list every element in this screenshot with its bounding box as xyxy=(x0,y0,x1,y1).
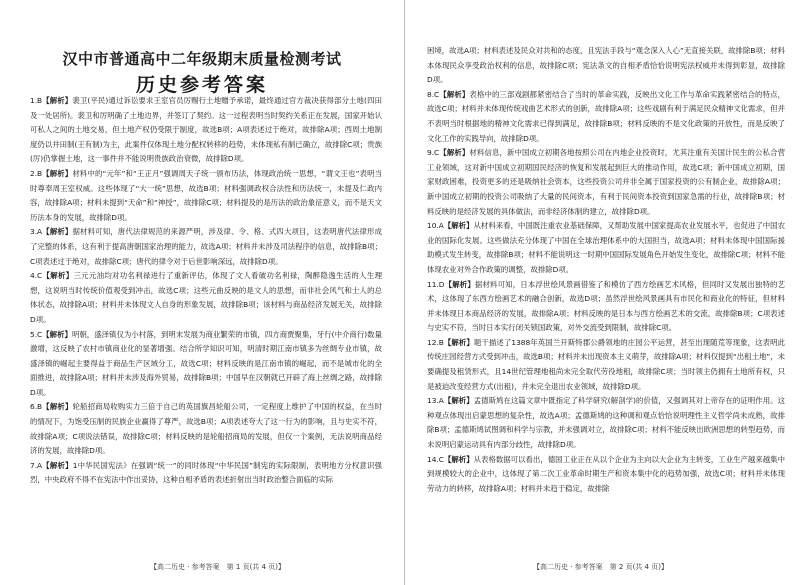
answer-page-2 xyxy=(404,0,800,585)
answer-item xyxy=(30,94,382,167)
question-number: 8.C xyxy=(427,89,440,99)
answer-text: 材料信息，新中国成立初期各地按照公司在内地企业投资时，尤其注重有关国计民生的公私合营工业领域，这对新中国成立初期国民经济的恢复和发展起到巨大的推动作用，故选C项；新中国成立初期，国家财政困难，投资更多的还是吸纳社会资本，这些投资公司并非全属于国家投资的公有制企业，故排除A项；新中国成立初期的投资公司吸纳了大量的民间资本，有利于民间资本投资到国家急需的行业，故排除B项；材料反映的是经济发展的具体做法，而非经济体制的建立，故排除D项。 xyxy=(427,148,785,216)
answer-text: 题干描述了1388年英国兰开斯特郡公爵领地的庄园公平运营，甚至出现随荒等现象，这表明此传统庄园经营方式受到冲击，故选B项；材料并未出现资本主义萌芽，故排除A项；材料仅提到“出租土地”，未要确提及租赁形式，且14世纪管理地租尚未完全取代劳役地租，故排除C项；当时领主仍拥有土地所有权，只是被迫改变经营方式(出租)，并未完全退出农业领域，故排除D项。 xyxy=(427,337,785,391)
answer-item xyxy=(427,278,785,336)
answer-item xyxy=(30,167,382,225)
question-number: 5.C xyxy=(30,329,43,339)
answer-column-right xyxy=(427,44,785,496)
answer-item xyxy=(427,394,785,452)
answer-item xyxy=(30,225,382,269)
question-number: 13.A xyxy=(427,396,444,406)
answer-text: 孟德斯鸠在这篇文章中既指定了科学研究(解剖学)的价值，又强调其对上帝存在的证明作用。这种观点体现出启蒙思想的复杂性，故选A项；孟德斯鸠的这种调和观点恰恰说明理性主义哲学尚未成熟，故排除B项；孟德斯鸠试图调和科学与宗教，并未强调对立，故排除C项；材料不能反映出欧洲思想的转型趋势，而未说明启蒙运动具有内部分歧性，故排除D项。 xyxy=(427,396,785,450)
answer-item xyxy=(427,219,785,277)
answer-item xyxy=(30,328,382,401)
analysis-tag: 【解析】 xyxy=(443,454,474,464)
answer-item xyxy=(427,44,785,88)
analysis-tag: 【解析】 xyxy=(439,89,470,99)
question-number: 14.C xyxy=(427,454,444,464)
analysis-tag: 【解析】 xyxy=(439,148,470,158)
question-number: 11.D xyxy=(427,279,445,289)
answer-text: 1中华民国宪法》在强调“统一”的同时体现“中华民国”制宪的实际限制，表明地方分权意识强烈，中央政府不得不在宪法中作出妥协，这种自相矛盾的表述折射出当时政治整合面临的实际 xyxy=(30,460,382,485)
analysis-tag: 【解析】 xyxy=(42,271,74,281)
answer-item xyxy=(30,400,382,458)
answer-text: 从表格数据可以看出，德国工业正在从以个企业为主向以大企业为主转变，工业生产越来越集中到规模较大的企业中，这体现了第二次工业革命时期生产和资本集中化的趋势加强，故选C项；材料并未体现劳动力的转移，故排除A项；材料并未趋于稳定，故排除 xyxy=(427,454,785,493)
analysis-tag: 【解析】 xyxy=(42,227,73,237)
question-number: 1.B xyxy=(30,96,43,105)
question-number: 12.B xyxy=(427,337,444,347)
answer-column-left xyxy=(30,94,382,488)
analysis-tag: 【解析】 xyxy=(444,279,475,289)
answer-item xyxy=(427,146,785,219)
exam-title: 汉中市普通高中二年级期末质量检测考试 xyxy=(62,50,342,68)
analysis-tag: 【解析】 xyxy=(42,460,73,470)
page-footer-right: 【高二历史 · 参考答案 第 2 页(共 4 页)】 xyxy=(533,563,668,571)
answer-text: 裴卫(平民)通过诉讼要求王室官员厉赐行土地赠予承诺，最终通过官方裁决获得部分土地(四田及一处居所)。裴卫和厉明确了土地边界，并签订了契约。这一过程表明当时契约关系正在发展，国家开始认可私人之间的土地交易，但土地产权仍受限于制度，故选B项；A项表述过于绝对，故排除A项；西周土地制度仍以井田制(王有制)为主，此案件仅体现土地分配权转移的趋势，未体现私有制已确立，故排除C项；贵族(厉)仍掌握土地，这一事件并不能说明贵族政治衰微，故排除D项。 xyxy=(30,96,382,164)
question-number: 3.A xyxy=(30,227,43,237)
answer-text: 困境，故选A项；材料表述及民众对共和的态度，且宪法手段与“观念深入人心”无直接关联，故排除B项；材料本体现民众享受政治权利的信息，故排除C项；宪法条文的自相矛盾恰恰说明宪法权威并未得到彰显，故排除D项。 xyxy=(427,46,785,85)
analysis-tag: 【解析】 xyxy=(42,168,73,178)
answer-item xyxy=(427,336,785,394)
page-footer-left: 【高二历史 · 参考答案 第 1 页(共 4 页)】 xyxy=(150,563,285,571)
answer-text: 表格中的三部戏剧都紧密结合了当时的革命实践，反映出文化工作与革命实践紧密结合的特点，故选C项；材料并未体现传统戏曲艺术形式的创新，故排除A项；这些戏剧有利于满足民众精神文化需求，但并不表明当时根据地的精神文化需求已得到满足，故排除B项；材料反映的不是文化政策的开放性，而是反映了文化工作的实践导向，故排除D项。 xyxy=(427,89,785,143)
answer-item xyxy=(30,269,382,327)
analysis-tag: 【解析】 xyxy=(443,221,474,231)
question-number: 6.B xyxy=(30,402,43,412)
answer-title: 历史参考答案 xyxy=(135,74,268,96)
answer-text: 从材料来看，中国既注重农业基础保障，又帮助发展中国家提高农业发展水平，也促进了中国农业的国际化发展。这些做法充分体现了中国在全球治理体系中的大国担当，故选A项；材料未体现中国国际援助模式发生转变，故排除B项；材料不能说明这一时期中国国际发展角色开始发生变化，故排除C项；材料不能体现农业对外合作政策的调整，故排除D项。 xyxy=(427,221,785,274)
answer-text: 据材料可知，唐代法律规范的来源严明，涉及律、令、格、式四大项目，这表明唐代法律形成了完整的体系，这有利于提高唐朝国家治理的能力，故选A项；材料并未涉及司法程序的信息，故排除B项；C项表述过于绝对，故排除C项；唐代的律令对于后世影响深远，故排除D项。 xyxy=(30,227,382,266)
answer-text: 材料中的“元年”和“王正月”强调周天子统一颁布历法，体现政治统一思想，“谓文王也”表明当时尊奉周王室权威。这些体现了“大一统”思想，故选B项；材料强调政权合法性和历法统一，未提及仁政内容，故排除A项；材料未提到“天命”和“神授”，故排除C项；材料提及的是历法的政治象征意义，而不是天文历法本身的发展，故排除D项。 xyxy=(30,168,382,222)
question-number: 9.C xyxy=(427,148,440,158)
analysis-tag: 【解析】 xyxy=(443,337,474,347)
answer-item xyxy=(427,453,785,497)
analysis-tag: 【解析】 xyxy=(42,402,73,412)
analysis-tag: 【解析】 xyxy=(42,329,72,339)
answer-text: 轮船招商局收购实力三倍于自己的英国旗昌轮船公司，一定程度上维护了中国的权益，在当时的情况下，为饱受压制的民族企业赢得了尊严，故选B项；A项表述夸大了这一行为的影响，且与史实不符，故排除A项；C项说法错误，故排除C项；材料反映的是轮船招商局的发展，但仅一个案例，无法说明商品经济的发展，故排除D项。 xyxy=(30,402,382,456)
question-number: 2.B xyxy=(30,168,43,178)
question-number: 4.C xyxy=(30,271,43,281)
answer-text: 据材料可知，日本浮世绘风景画借鉴了和模仿了西方绘画艺术风格，但同时又发展出独特的艺术，这体现了东西方绘画艺术的融合创新，故选D项；虽然浮世绘风景画具有市民化和商业化的特征，但材料并未体现日本商品经济的发展，故排除A项；材料反映的是日本与西方绘画艺术的交流，故排除B项；C项表述与史实不符，当时日本实行闭关锁国政策，对外交流受到限制，故排除C项。 xyxy=(427,279,785,333)
question-number: 10.A xyxy=(427,221,444,231)
analysis-tag: 【解析】 xyxy=(42,96,73,105)
answer-text: 明朝，盛泽镇仅为小村落，到明末发展为商业繁荣的市镇，四方商贾聚集，牙行(中介商行)数量激增，这反映了农村市镇商业化的显著增强。结合所学知识可知，明清时期江南市镇多为丝绸专业市镇，故盛泽镇的崛起主要得益于商品生产区域分工，故选C项；材料反映的是江南市镇的崛起，而不是城市化的全面推进，故排除A项；材料并未涉及海外贸易，故排除B项；中国早在汉朝就已开辟了海上丝绸之路，故排除D项。 xyxy=(30,329,382,397)
answer-item xyxy=(30,459,382,488)
question-number: 7.A xyxy=(30,460,43,470)
answer-text: 三元元油均对功名利禄进行了重新评估，体现了文人看破功名利禄，陶醉隐逸生活的人生理想，这说明当时传统价值观受到冲击，故选C项；这些元曲反映的是文人的思想，而非社会风气和士人的总体状态，故排除A项；材料并未体现文人自身的形象发展，故排除B项；该材料与商品经济发展无关，故排除D项。 xyxy=(30,271,382,324)
answer-item xyxy=(427,88,785,146)
analysis-tag: 【解析】 xyxy=(443,396,474,406)
